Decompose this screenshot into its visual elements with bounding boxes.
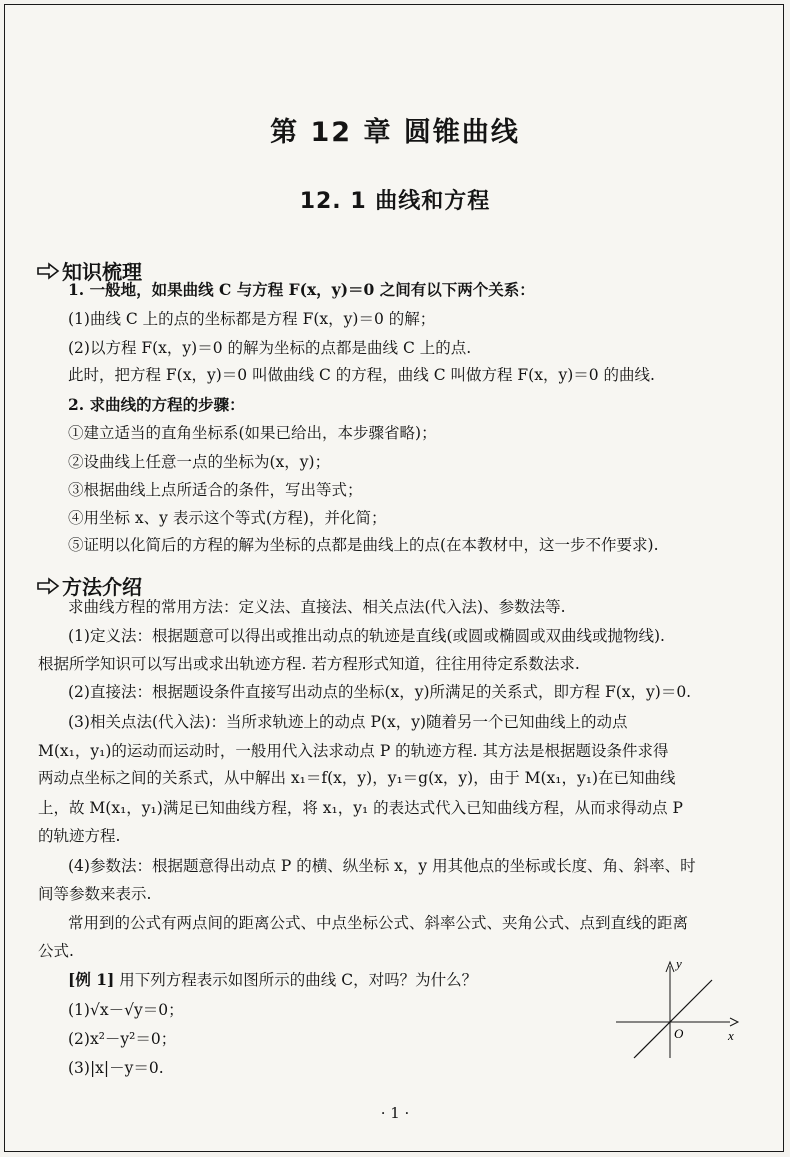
knowledge-line: 1. 一般地，如果曲线 C 与方程 F(x，y)＝0 之间有以下两个关系： bbox=[68, 280, 535, 299]
example-item: (3)|x|－y＝0. bbox=[68, 1059, 164, 1077]
knowledge-line: 2. 求曲线的方程的步骤： bbox=[68, 395, 245, 414]
x-axis-label: x bbox=[728, 1028, 734, 1043]
knowledge-line: (2)以方程 F(x，y)＝0 的解为坐标的点都是曲线 C 上的点. bbox=[68, 339, 472, 357]
knowledge-line: ③根据曲线上点所适合的条件，写出等式； bbox=[68, 481, 363, 499]
methods-line: M(x₁，y₁)的运动而运动时，一般用代入法求动点 P 的轨迹方程. 其方法是根据题设条件求得 bbox=[38, 742, 669, 760]
methods-heading-text: 方法介绍 bbox=[62, 575, 142, 599]
knowledge-line: ②设曲线上任意一点的坐标为(x，y)； bbox=[68, 453, 331, 471]
methods-line: 求曲线方程的常用方法：定义法、直接法、相关点法(代入法)、参数法等. bbox=[68, 598, 566, 616]
example-question bbox=[68, 969, 477, 991]
knowledge-line: ①建立适当的直角坐标系(如果已给出，本步骤省略)； bbox=[68, 424, 437, 442]
methods-line: 常用到的公式有两点间的距离公式、中点坐标公式、斜率公式、夹角公式、点到直线的距离 bbox=[68, 914, 689, 932]
methods-line: (1)定义法：根据题意可以得出或推出动点的轨迹是直线(或圆或椭圆或双曲线或抛物线). bbox=[68, 627, 665, 645]
y-axis-label: y bbox=[676, 956, 682, 971]
curve-figure bbox=[612, 952, 742, 1062]
page-number: · 1 · bbox=[380, 1104, 410, 1122]
knowledge-line: ⑤证明以化简后的方程的解为坐标的点都是曲线上的点(在本教材中，这一步不作要求). bbox=[68, 536, 659, 554]
methods-line: 根据所学知识可以写出或求出轨迹方程. 若方程形式知道，往往用待定系数法求. bbox=[38, 655, 580, 673]
methods-line: (4)参数法：根据题意得出动点 P 的横、纵坐标 x，y 用其他点的坐标或长度、角、斜率、时 bbox=[68, 857, 696, 875]
curve-c bbox=[634, 980, 712, 1058]
example-question-text: 用下列方程表示如图所示的曲线 C，对吗？为什么？ bbox=[119, 971, 478, 989]
chapter-title: 第 12 章 圆锥曲线 bbox=[270, 117, 520, 148]
methods-line: (3)相关点法(代入法)：当所求轨迹上的动点 P(x，y)随着另一个已知曲线上的动点 bbox=[68, 713, 628, 731]
methods-line: 间等参数来表示. bbox=[38, 885, 152, 903]
methods-line: 上，故 M(x₁，y₁)满足已知曲线方程，将 x₁，y₁ 的表达式代入已知曲线方程，从而求得动点 P bbox=[38, 799, 683, 817]
origin-label: O bbox=[674, 1026, 684, 1041]
knowledge-line: ④用坐标 x、y 表示这个等式(方程)，并化简； bbox=[68, 509, 387, 527]
methods-line: 两动点坐标之间的关系式，从中解出 x₁＝f(x，y)，y₁＝g(x，y)，由于 M(x₁，y₁)在已知曲线 bbox=[38, 769, 676, 787]
example-item: (1)√x－√y＝0； bbox=[68, 1001, 184, 1019]
methods-line: (2)直接法：根据题设条件直接写出动点的坐标(x，y)所满足的关系式，即方程 F(x，y)＝0. bbox=[68, 683, 692, 701]
x-axis-arrow bbox=[730, 1018, 738, 1026]
knowledge-line: 此时，把方程 F(x，y)＝0 叫做曲线 C 的方程，曲线 C 叫做方程 F(x，y)＝0 的曲线. bbox=[68, 366, 655, 384]
example-label: [例 1] bbox=[68, 970, 115, 989]
methods-line: 的轨迹方程. bbox=[38, 827, 121, 845]
section-title: 12. 1 曲线和方程 bbox=[299, 189, 491, 214]
example-item: (2)x²－y²＝0； bbox=[68, 1030, 177, 1048]
methods-line: 公式. bbox=[38, 942, 74, 960]
knowledge-line: (1)曲线 C 上的点的坐标都是方程 F(x，y)＝0 的解； bbox=[68, 310, 436, 328]
knowledge-heading-text: 知识梳理 bbox=[62, 260, 142, 284]
arrow-icon bbox=[36, 262, 60, 280]
arrow-icon bbox=[36, 577, 60, 595]
